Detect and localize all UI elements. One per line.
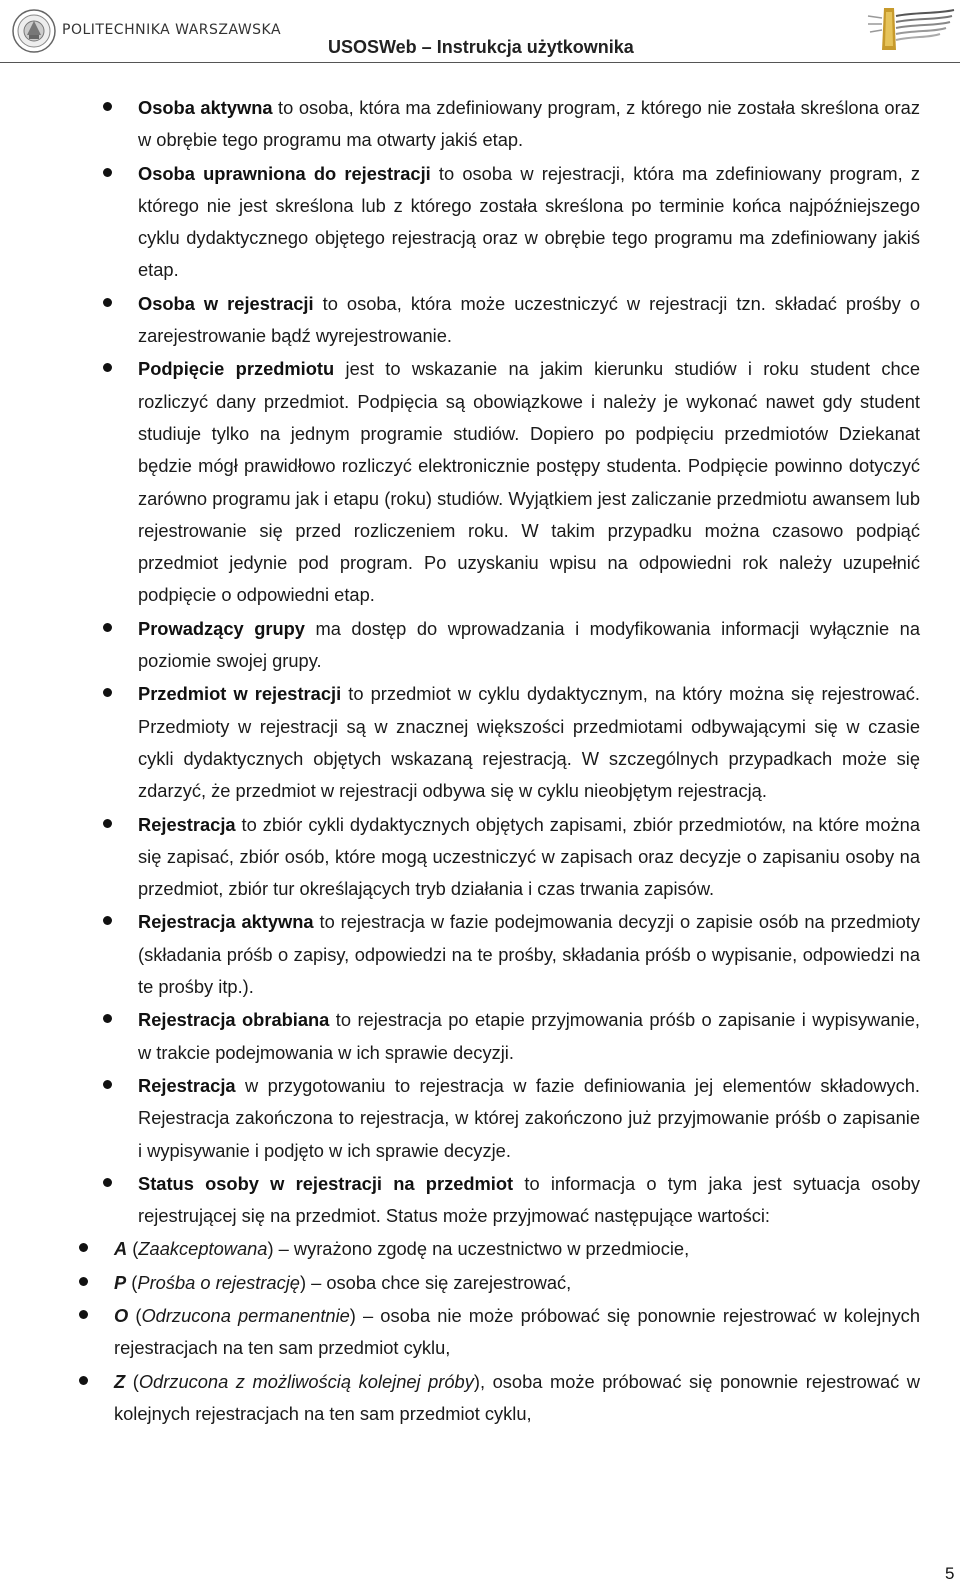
definition-item	[0, 1070, 920, 1167]
definition-item	[0, 809, 920, 906]
university-name: POLITECHNIKA WARSZAWSKA	[62, 22, 282, 38]
definition-term: Przedmiot w rejestracji	[138, 683, 342, 705]
definition-item	[0, 906, 920, 1003]
definitions-list	[0, 92, 960, 1431]
definition-text	[138, 906, 920, 1003]
bullet-icon	[79, 1310, 88, 1319]
definition-term: Podpięcie przedmiotu	[138, 358, 335, 380]
status-text: O (Odrzucona permanentnie) – osoba nie może próbować się ponownie rejestrować w kolejnych rejestracjach na ten sam przedmiot cyklu,	[114, 1304, 920, 1359]
definition-term: Prowadzący grupy	[138, 617, 305, 639]
status-name: Prośba o rejestrację	[137, 1271, 300, 1293]
bullet-icon	[103, 1080, 112, 1089]
status-text: Z (Odrzucona z możliwością kolejnej próby), osoba może próbować się ponownie rejestrować w kolejnych rejestracjach na ten sam przedmiot cyklu,	[114, 1370, 921, 1424]
definition-text	[138, 353, 920, 611]
header-divider	[0, 62, 960, 63]
definition-body: to osoba w rejestracji, która ma zdefiniowany program, z którego nie jest skreślona lub z którego została skreślona po terminie końca najpóźniejszego cyklu dydaktycznego objętego rejestracją oraz w obrębie tego programu ma zdefiniowany jakiś etap.	[138, 162, 920, 281]
definition-text	[138, 288, 920, 353]
definition-item	[0, 613, 920, 678]
definition-item	[0, 1004, 920, 1069]
definition-term: Rejestracja	[138, 1074, 236, 1096]
definition-term: Status osoby w rejestracji na przedmiot	[138, 1172, 514, 1194]
definition-term: Osoba uprawniona do rejestracji	[138, 162, 431, 184]
document-title: USOSWeb – Instrukcja użytkownika	[328, 37, 634, 57]
definition-body: to informacja o tym jaka jest sytuacja osoby rejestrującej się na przedmiot. Status może przyjmować następujące wartości:	[138, 1172, 920, 1227]
status-code: O	[114, 1304, 129, 1326]
bullet-icon	[103, 916, 112, 925]
status-code: P	[114, 1271, 127, 1293]
definition-term: Osoba w rejestracji	[138, 292, 314, 314]
definition-body: to osoba, która może uczestniczyć w rejestracji tzn. składać prośby o zarejestrowanie bądź wyrejestrowanie.	[138, 292, 921, 347]
definition-item	[0, 353, 920, 611]
definition-text	[138, 92, 920, 157]
status-item	[0, 1233, 920, 1265]
definition-item	[0, 92, 920, 157]
bullet-icon	[79, 1277, 88, 1286]
status-description: – osoba chce się zarejestrować,	[306, 1271, 572, 1293]
definition-text	[138, 613, 920, 678]
definition-body: ma dostęp do wprowadzania i modyfikowania informacji wyłącznie na poziomie swojej grupy.	[138, 617, 920, 672]
bullet-icon	[103, 363, 112, 372]
bullet-icon	[103, 298, 112, 307]
status-item	[0, 1300, 920, 1365]
definition-text	[138, 1070, 920, 1167]
bullet-icon	[103, 688, 112, 697]
university-seal-logo	[12, 9, 56, 53]
definition-term: Rejestracja obrabiana	[138, 1009, 330, 1031]
definition-item	[0, 1168, 920, 1233]
status-item	[0, 1366, 920, 1431]
definition-item	[0, 678, 920, 807]
status-name: Odrzucona permanentnie	[141, 1304, 350, 1326]
definition-term: Rejestracja aktywna	[138, 911, 314, 933]
definition-body: to zbiór cykli dydaktycznych objętych zapisami, zbiór przedmiotów, na które można się zapisać, zbiór osób, które mogą uczestniczyć w zapisach oraz decyzje o zapisaniu osoby na przedmiot, zbiór tur określających tryb działania i czas trwania zapisów.	[138, 813, 920, 900]
definition-text	[138, 809, 920, 906]
page-header	[0, 0, 960, 64]
status-description: – osoba nie może próbować się ponownie rejestrować w kolejnych rejestracjach na ten sam przedmiot cyklu,	[114, 1304, 920, 1359]
status-name: Odrzucona z możliwością kolejnej próby	[138, 1370, 474, 1392]
definition-text	[138, 1004, 920, 1069]
status-description: , osoba może próbować się ponownie rejestrować w kolejnych rejestracjach na ten sam przedmiot cyklu,	[114, 1370, 921, 1424]
definition-item	[0, 158, 920, 287]
status-name: Zaakceptowana	[138, 1238, 268, 1260]
definition-term: Osoba aktywna	[138, 97, 273, 118]
status-code: Z	[114, 1370, 126, 1392]
definition-body: to rejestracja w fazie podejmowania decyzji o zapisie osób na przedmioty (składania próśb o zapisy, odpowiedzi na te prośby, składania próśb o wypisanie, odpowiedzi na te prośby itp.).	[138, 911, 920, 998]
bullet-icon	[103, 1014, 112, 1023]
bullet-icon	[103, 168, 112, 177]
page-number: 5	[945, 1564, 955, 1583]
status-code: A	[114, 1238, 128, 1260]
definition-body: jest to wskazanie na jakim kierunku studiów i roku student chce rozliczyć dany przedmiot. Podpięcia są obowiązkowe i należy je wykonać nawet gdy student studiuje tylko na jednym programie studiów. Dopiero po podpięciu przedmiotów Dziekanat będzie mógł prawidłowo rozliczyć elektronicznie postępy studenta. Podpięcie powinno dotyczyć zarówno programu jak i etapu (roku) studiów. Wyjątkiem jest zaliczanie przedmiotu awansem lub rejestrowanie się przed rozliczeniem roku. W takim przypadku można czasowo podpiąć przedmiot jedynie pod program. Po uzyskaniu wpisu na odpowiedni rok należy uzupełnić podpięcie o odpowiedni etap.	[138, 358, 920, 606]
bullet-icon	[103, 819, 112, 828]
bullet-icon	[79, 1243, 88, 1252]
status-item	[0, 1267, 920, 1299]
definition-text	[138, 158, 920, 287]
status-text: A (Zaakceptowana) – wyrażono zgodę na uczestnictwo w przedmiocie,	[114, 1238, 690, 1260]
definition-body: to osoba, która ma zdefiniowany program, z którego nie została skreślona oraz w obrębie tego programu ma otwarty jakiś etap.	[138, 97, 920, 151]
definition-body: to rejestracja po etapie przyjmowania próśb o zapisanie i wypisywanie, w trakcie podejmowania w ich sprawie decyzji.	[138, 1009, 920, 1063]
bullet-icon	[79, 1376, 88, 1385]
status-description: – wyrażono zgodę na uczestnictwo w przedmiocie,	[273, 1238, 690, 1260]
bullet-icon	[103, 1178, 112, 1187]
definition-item	[0, 288, 920, 353]
usos-logo-icon	[866, 6, 956, 52]
definition-text	[138, 678, 920, 807]
definition-text	[138, 1168, 920, 1233]
bullet-icon	[103, 102, 112, 111]
definition-term: Rejestracja	[138, 813, 236, 835]
definition-body: to przedmiot w cyklu dydaktycznym, na który można się rejestrować. Przedmioty w rejestracji są w znacznej większości przedmiotami odbywającymi się w czasie cykli dydaktycznych objętych wskazaną rejestracją. W szczególnych przypadkach może się zdarzyć, że przedmiot w rejestracji odbywa się w cyklu nieobjętym rejestracją.	[138, 683, 921, 802]
definition-body: w przygotowaniu to rejestracja w fazie definiowania jej elementów składowych. Rejestracja zakończona to rejestracja, w której zakończono już przyjmowanie próśb o zapisanie i wypisywanie i podjęto w ich sprawie decyzje.	[138, 1074, 920, 1161]
bullet-icon	[103, 623, 112, 632]
status-text: P (Prośba o rejestrację) – osoba chce się zarejestrować,	[114, 1271, 572, 1293]
